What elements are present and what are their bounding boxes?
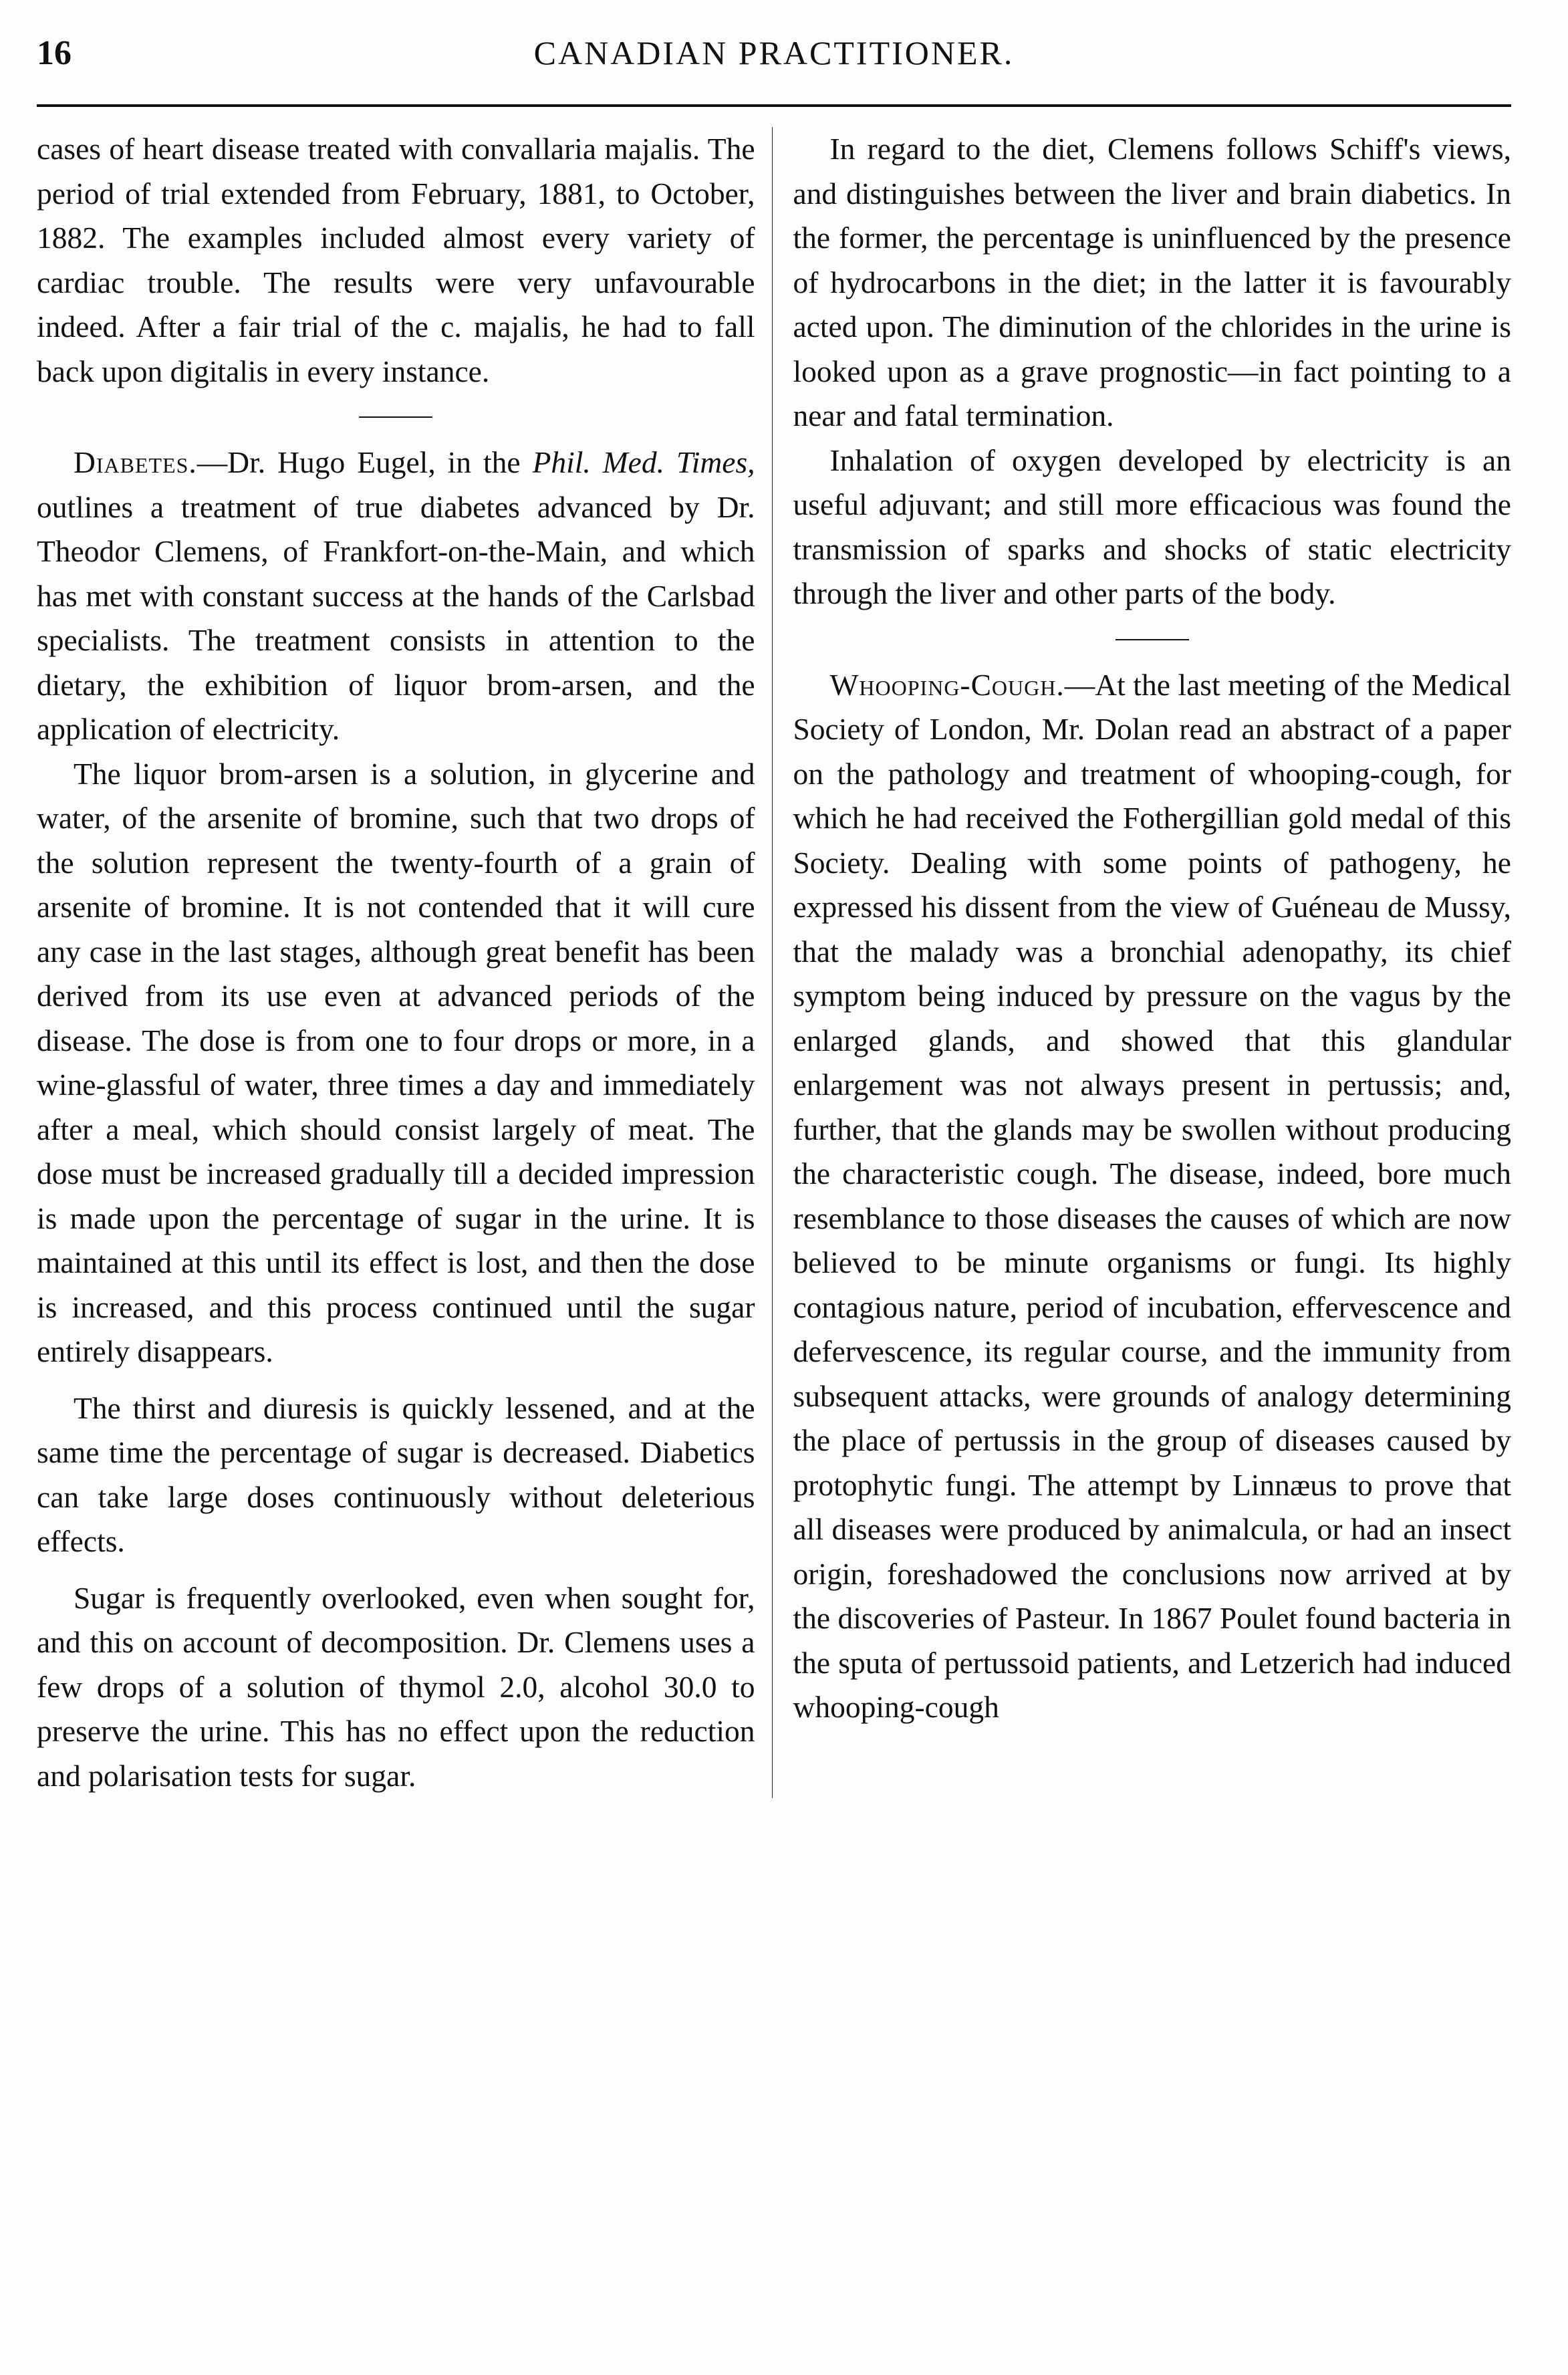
whooping-cough-text: —At the last meeting of the Medical Society of London, Mr. Dolan read an abstract of a paper on the pathology and treatment of whooping-cough, for which he had received the Fothergillian gold medal of this Society. Dealing with some points of pathogeny, he expressed his dissent from the view of Guéneau de Mussy, that the malady was a bronchial adenopathy, its chief symptom being induced by pressure on the vagus by the enlarged glands, and showed that this glandular enlargement was not always present in pertussis; and, further, that the glands may be swollen without producing the characteristic cough. The disease, indeed, bore much resemblance to those diseases the causes of which are now believed to be minute organisms or fungi. Its highly contagious nature, period of incubation, effervescence and defervescence, its regular course, and the immunity from subsequent attacks, were grounds of analogy determining the place of pertussis in the group of diseases caused by protophytic fungi. The attempt by Linnæus to prove that all diseases were produced by animalcula, or had an insect origin, foreshadowed the conclusions now arrived at by the discoveries of Pasteur. In 1867 Poulet found bacteria in the sputa of pertussoid patients, and Letzerich had induced whooping-cough bbox=[793, 667, 1511, 1724]
header-rule bbox=[37, 104, 1511, 107]
whooping-cough-paragraph bbox=[793, 663, 1511, 1730]
text-columns bbox=[37, 127, 1511, 1798]
section-heading-diabetes: Diabetes. bbox=[74, 445, 197, 479]
paragraph: The thirst and diuresis is quickly lessened, and at the same time the percentage of sugar is decreased. Diabetics can take large doses continuously without deleterious effects. bbox=[37, 1390, 755, 1558]
diabetes-text-b: outlines a treatment of true diabetes advanced by Dr. Theodor Clemens, of Frankfort-on-the-Main, and which has met with constant success at the hands of the Carlsbad specialists. The treatment consists in attention to the dietary, the exhibition of liquor brom-arsen, and the application of electricity. bbox=[37, 489, 755, 746]
paragraph-gap bbox=[37, 1564, 755, 1576]
paragraph: Sugar is frequently overlooked, even when sought for, and this on account of decomposition. Dr. Clemens uses a few drops of a solution of thymol 2.0, alcohol 30.0 to preserve the urine. This has no effect upon the reduction and polarisation tests for sugar. bbox=[37, 1580, 755, 1793]
page-header bbox=[37, 33, 1511, 100]
section-separator bbox=[359, 416, 432, 418]
paragraph-gap bbox=[37, 1374, 755, 1386]
section-heading-whooping-cough: Whooping-Cough. bbox=[829, 667, 1065, 702]
paragraph: In regard to the diet, Clemens follows Schiff's views, and distinguishes between the liver and brain diabetics. In the former, the percentage is uninfluenced by the presence of hydrocarbons in the diet; in the latter it is favourably acted upon. The diminution of the chlorides in the urine is looked upon as a grave prognostic—in fact pointing to a near and fatal termination. bbox=[793, 132, 1511, 432]
left-column bbox=[37, 127, 772, 1798]
diabetes-source: Phil. Med. Times, bbox=[532, 445, 755, 479]
right-column bbox=[773, 127, 1511, 1798]
paragraph: cases of heart disease treated with convallaria majalis. The period of trial extended from February, 1881, to October, 1882. The examples included almost every variety of cardiac trouble. The results were very unfavourable indeed. After a fair trial of the c. majalis, he had to fall back upon digitalis in every instance. bbox=[37, 132, 755, 388]
diabetes-text-a: —Dr. Hugo Eugel, in the bbox=[197, 445, 533, 479]
paragraph: The liquor brom-arsen is a solution, in glycerine and water, of the arsenite of bromine, such that two drops of the solution represent the twenty-fourth of a grain of arsenite of bromine. It is not contended that it will cure any case in the last stages, although great benefit has been derived from its use even at advanced periods of the disease. The dose is from one to four drops or more, in a wine-glassful of water, three times a day and immediately after a meal, which should consist largely of meat. The dose must be increased gradually till a decided impression is made upon the percentage of sugar in the urine. It is maintained at this until its effect is lost, and then the dose is increased, and this process continued until the sugar entirely disappears. bbox=[37, 756, 755, 1368]
diabetes-paragraph bbox=[37, 441, 755, 752]
paragraph: Inhalation of oxygen developed by electricity is an useful adjuvant; and still more efficacious was found the transmission of sparks and shocks of static electricity through the liver and other parts of the body. bbox=[793, 443, 1511, 610]
page-number: 16 bbox=[37, 34, 72, 72]
running-title: CANADIAN PRACTITIONER. bbox=[533, 34, 1015, 72]
section-separator bbox=[1116, 639, 1189, 640]
